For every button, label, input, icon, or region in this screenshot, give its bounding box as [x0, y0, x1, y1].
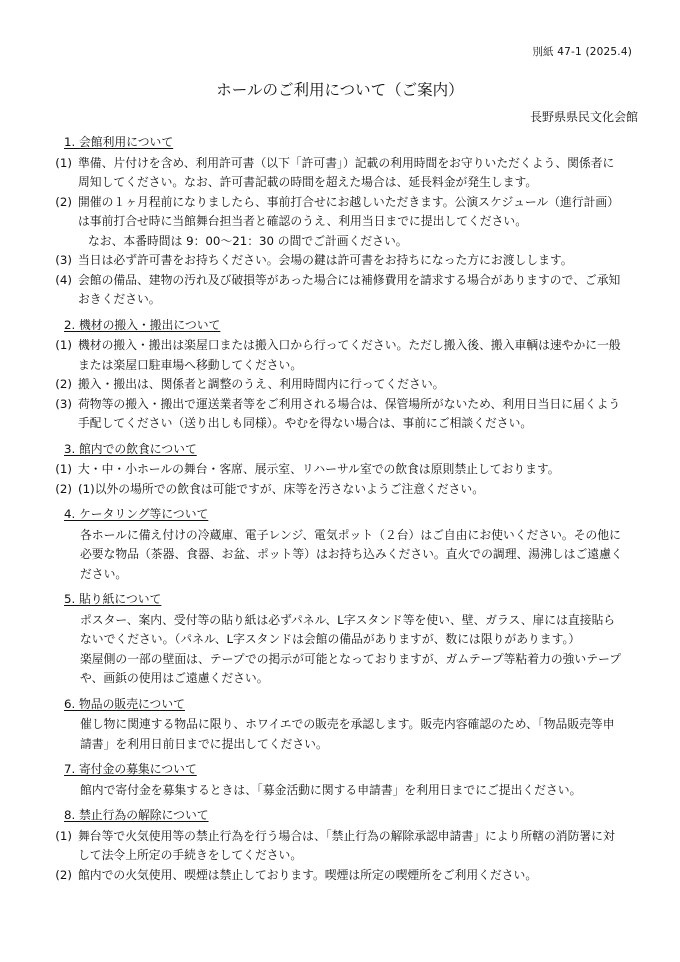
section-heading: 5. 貼り紙について — [64, 592, 162, 606]
section-heading: 8. 禁止行為の解除について — [64, 808, 209, 822]
section-heading: 4. ケータリング等について — [64, 507, 209, 521]
item-number: (1) — [55, 828, 72, 843]
document-reference: 別紙 47-1 (2025.4) — [532, 46, 632, 58]
section-heading: 6. 物品の販売について — [64, 696, 185, 711]
list-item — [55, 395, 624, 434]
item-number: (3) — [55, 253, 72, 267]
section-heading: 3. 館内での飲食について — [64, 441, 197, 456]
section-heading: 1. 会館利用について — [64, 135, 174, 149]
item-number: (2) — [55, 194, 72, 209]
item-text: 舞台等で火気使用等の禁止行為を行う場合は、「禁止行為の解除承認申請書」により所轄の消防署に対して法令上所定の手続きをしてください。 — [78, 828, 615, 862]
section-merchandise — [64, 695, 624, 755]
item-number: (2) — [55, 377, 72, 391]
section-equipment-loading — [55, 316, 624, 434]
item-number: (1) — [55, 462, 72, 476]
item-number: (1) — [55, 155, 72, 170]
item-text: 搬入・搬出は、関係者と調整のうえ、利用時間内に行ってください。 — [78, 377, 445, 391]
item-number: (2) — [55, 867, 72, 882]
item-text: 機材の搬入・搬出は楽屋口または搬入口から行ってください。ただし搬入後、搬入車輌は速やかに一般または楽屋口駐車場へ移動してください。 — [78, 338, 621, 372]
list-item — [55, 336, 624, 375]
item-number: (4) — [55, 272, 72, 287]
item-text: (1)以外の場所での飲食は可能ですが、床等を汚さないようご注意ください。 — [78, 481, 485, 496]
performance-hours-note: なお、本番時間は 9：00〜21：30 の間でご計画ください。 — [88, 233, 408, 248]
section-donations — [64, 760, 624, 800]
section-catering — [64, 505, 624, 584]
section-food-drink — [55, 440, 624, 500]
section-heading: 7. 寄付金の募集について — [64, 762, 197, 776]
section-paragraph: 催し物に関連する物品に限り、ホワイエでの販売を承認します。販売内容確認のため、「物品販売等申請書」を利用日前日までに提出してください。 — [80, 717, 615, 751]
item-text: 開催の１ヶ月程前になりましたら、事前打合せにお越しいただきます。公演スケジュール（進行計画）は事前打合せ時に当館舞台担当者と確認のうえ、利用当日までに提出してください。 — [78, 194, 620, 228]
item-number: (3) — [55, 396, 72, 411]
list-item — [55, 866, 624, 886]
item-text: 大・中・小ホールの舞台・客席、展示室、リハーサル室での飲食は原則禁止しております。 — [78, 462, 560, 476]
section-paragraph: 各ホールに備え付けの冷蔵庫、電子レンジ、電気ポット（２台）はご自由にお使いください。その他に必要な物品（茶器、食器、お盆、ポット等）はお持ち込みください。直火での調理、湯沸しはご遠慮ください。 — [80, 527, 623, 581]
item-number: (2) — [55, 481, 72, 496]
document-title: ホールのご利用について（ご案内） — [216, 81, 464, 99]
section-paragraph: 楽屋側の一部の壁面は、テープでの掲示が可能となっておりますが、ガムテープ等粘着力の強いテープや、画鋲の使用はご遠慮ください。 — [80, 651, 622, 685]
document-body — [55, 133, 624, 891]
list-item — [55, 375, 624, 395]
list-item — [55, 460, 624, 480]
section-facility-use — [55, 133, 624, 310]
organization-name: 長野県県民文化会館 — [529, 110, 638, 124]
section-prohibited-acts — [55, 806, 624, 885]
item-number: (1) — [55, 338, 72, 352]
section-posting — [64, 590, 624, 689]
list-item — [55, 271, 624, 310]
item-text: 当日は必ず許可書をお持ちください。会場の鍵は許可書をお持ちになった方にお渡しします。 — [78, 253, 573, 267]
section-paragraph: ポスター、案内、受付等の貼り紙は必ずパネル、L字スタンド等を使い、壁、ガラス、扉には直接貼らないでください。（パネル、L字スタンドは会館の備品がありますが、数には限りがあります。） — [80, 612, 616, 646]
item-text: 会館の備品、建物の汚れ及び破損等があった場合には補修費用を請求する場合がありますので、ご承知おきください。 — [78, 272, 621, 306]
section-paragraph: 館内で寄付金を募集するときは、「募金活動に関する申請書」を利用日までにご提出ください。 — [80, 782, 582, 797]
list-item — [55, 251, 624, 271]
list-item — [55, 827, 624, 866]
item-text: 準備、片付けを含め、利用許可書（以下「許可書」）記載の利用時間をお守りいただくよう、関係者に周知してください。なお、許可書記載の時間を超えた場合は、延長料金が発生します。 — [78, 155, 615, 189]
item-text: 館内での火気使用、喫煙は禁止しております。喫煙は所定の喫煙所をご利用ください。 — [78, 867, 538, 882]
list-item — [55, 480, 624, 500]
list-item — [55, 193, 624, 232]
section-heading: 2. 機材の搬入・搬出について — [64, 317, 221, 332]
list-item — [55, 154, 624, 193]
item-text: 荷物等の搬入・搬出で運送業者等をご利用される場合は、保管場所がないため、利用日当日に届くよう手配してください（送り出しも同様）。やむを得ない場合は、事前にご相談ください。 — [78, 396, 621, 430]
